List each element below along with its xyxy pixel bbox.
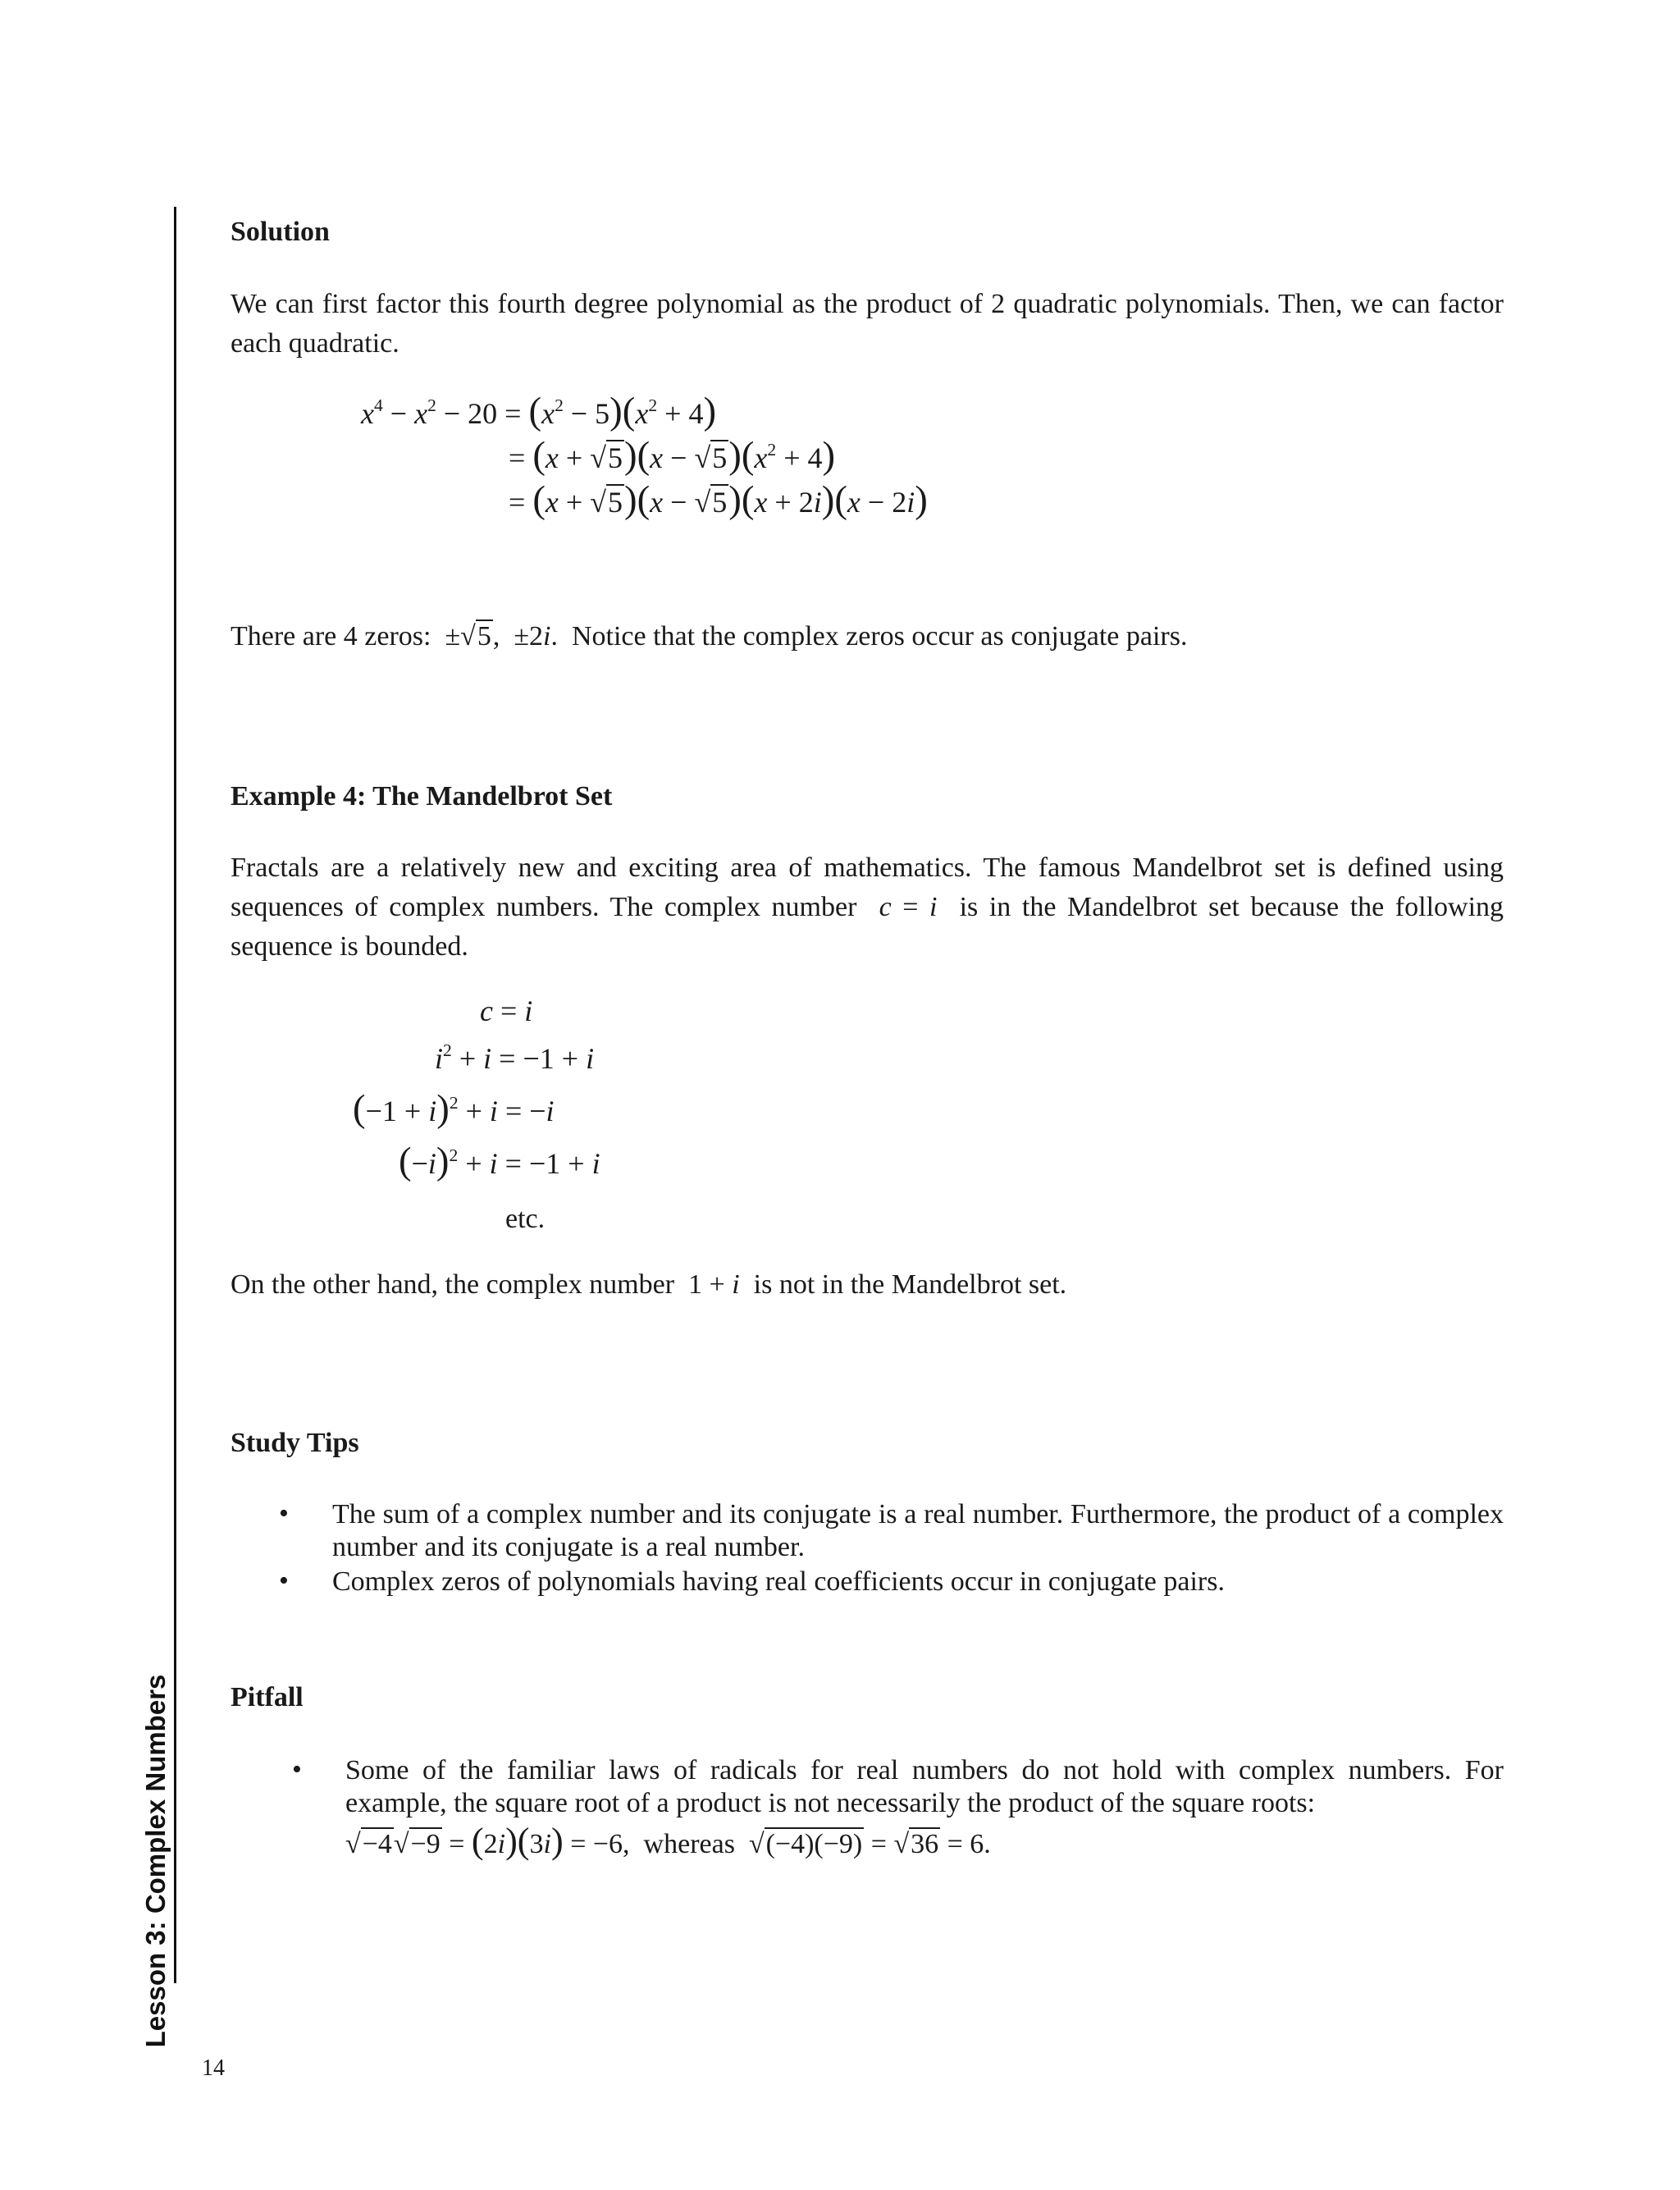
example4-paragraph-start: Fractals are a relatively new and exciting area of mathematics. The famous Mandelbrot set is defined using sequences of complex numbers. The complex number	[231, 853, 1504, 922]
sidebar-lesson-label: Lesson 3: Complex Numbers	[140, 1674, 171, 2048]
other-hand-sentence	[231, 1269, 1066, 1301]
example4-paragraph	[231, 848, 1504, 967]
seq-line-1: c = i	[480, 994, 533, 1027]
pitfall-list	[292, 1754, 1504, 1886]
bullet-dot: •	[292, 1754, 302, 1785]
pitfall-whereas: whereas	[643, 1829, 735, 1859]
seq-line-4: $(-i)^2 + i = -1 + i$	[399, 1140, 600, 1182]
zeros-suffix: Notice that the complex zeros occur as conjugate pairs.	[571, 621, 1188, 652]
bullet-dot: •	[279, 1566, 289, 1596]
one-plus-i: 1 + i	[681, 1269, 740, 1300]
pitfall-heading: Pitfall	[231, 1682, 304, 1712]
seq-line-2: $i^2 + i = -1 + i$	[435, 1040, 595, 1075]
example4-paragraph-end: is in the Mandelbrot set because the following sequence is bounded.	[231, 892, 1504, 962]
other-hand-prefix: On the other hand, the complex number	[231, 1269, 675, 1300]
study-tips-list	[279, 1498, 1504, 1605]
factor-line-2: = $(x + √5)(x - √5)(x^2 + 4)$	[509, 434, 836, 477]
pitfall-item: Some of the familiar laws of radicals for real numbers do not hold with complex numbers. For example, the square root of a product is not necessarily the product of the square roots:	[345, 1755, 1504, 1818]
study-tip-item: Complex zeros of polynomials having real coefficients occur in conjugate pairs.	[332, 1566, 1225, 1597]
pitfall-example: √−4√−9 = (2i)(3i) = −6, whereas √(−4)(−9) = √36 = 6.	[345, 1821, 991, 1861]
factorization-equations	[361, 390, 928, 521]
example4-heading: Example 4: The Mandelbrot Set	[231, 781, 613, 812]
study-tips-heading: Study Tips	[231, 1428, 359, 1458]
solution-intro: We can first factor this fourth degree polynomial as the product of 2 quadratic polynomials. Then, we can factor each quadratic.	[231, 289, 1504, 359]
seq-etc: etc.	[505, 1204, 546, 1234]
study-tip-item: The sum of a complex number and its conjugate is a real number. Furthermore, the product of a complex number and its conjugate is a real number.	[332, 1499, 1504, 1562]
solution-heading: Solution	[231, 217, 330, 247]
other-hand-suffix: is not in the Mandelbrot set.	[753, 1269, 1067, 1300]
zeros-prefix: There are 4 zeros:	[231, 621, 431, 652]
bullet-dot: •	[279, 1498, 289, 1529]
c-equals-i: c = i	[879, 892, 938, 922]
zeros-values: ±√5, ±2i.	[437, 621, 565, 652]
zeros-sentence	[231, 620, 1187, 653]
factor-line-3: = (x + √5)(x − √5)(x + 2i)(x − 2i)	[509, 478, 928, 521]
page-number: 14	[202, 2055, 225, 2081]
seq-line-3: $(-1 + i)^2 + i = -i$	[353, 1087, 555, 1130]
factor-line-1: $x^4 - x^2 - 20 = (x^2 - 5)(x^2 + 4)$	[361, 390, 717, 432]
